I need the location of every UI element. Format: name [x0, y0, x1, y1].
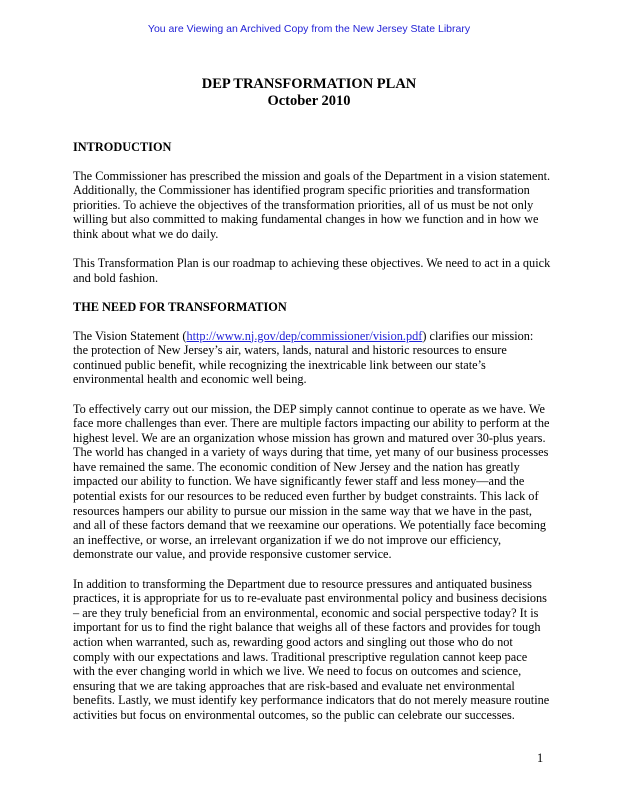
- archive-banner: You are Viewing an Archived Copy from the New Jersey State Library: [147, 23, 471, 35]
- need-paragraph-2: To effectively carry out our mission, the DEP simply cannot continue to operate as we have. We face more challenges than ever. There are multiple factors impacting our ability to perform at the highest level. We are an organization whose mission has grown and matured over 30-plus years. The world has changed in a variety of ways during that time, yet many of our business processes have remained the same. The economic condition of New Jersey and the nation has greatly impacted our ability to function. We have significantly fewer staff and less money—and the potential exists for our resources to be reduced even further by budget constraints. This lack of resources hampers our ability to pursue our mission in the same way that we have in the past, and all of these factors demand that we reexamine our operations. We potentially face becoming an ineffective, or worse, an irrelevant organization if we do not improve our efficiency, demonstrate our value, and provide responsive customer service.: [73, 401, 550, 562]
- need-paragraph-1-rest: ) clarifies our mission: the protection of New Jersey’s air, waters, lands, natural and historic resources to ensure continued public benefit, while recognizing the inextricable link between our state’s environmental health and economic well being.: [73, 328, 534, 387]
- document-body: [73, 140, 551, 737]
- vision-statement-link[interactable]: http://www.nj.gov/dep/commissioner/vision.pdf: [186, 328, 423, 343]
- document-date: October 2010: [267, 93, 351, 109]
- introduction-heading: INTRODUCTION: [73, 140, 172, 154]
- need-paragraph-1: [73, 329, 551, 387]
- page-number: 1: [537, 751, 544, 765]
- introduction-paragraph-2: This Transformation Plan is our roadmap to achieving these objectives. We need to act in a quick and bold fashion.: [73, 256, 551, 285]
- introduction-paragraph-1: The Commissioner has prescribed the mission and goals of the Department in a vision statement. Additionally, the Commissioner has identified program specific priorities and transformation priorities. To achieve the objectives of the transformation priorities, all of us must be not only willing but also committed to making fundamental changes in how we function and in how we think about what we do daily.: [73, 168, 551, 241]
- need-for-transformation-heading: THE NEED FOR TRANSFORMATION: [73, 299, 287, 314]
- title-block: [0, 76, 618, 110]
- need-paragraph-1-lead: The Vision Statement (: [73, 328, 187, 343]
- need-paragraph-3: In addition to transforming the Department due to resource pressures and antiquated business practices, it is appropriate for us to re-evaluate past environmental policy and business decisions – are they truly beneficial from an environmental, economic and social perspective today? It is important for us to find the right balance that weighs all of these factors and provides for tough action when warranted, such as, rewarding good actors and singling out those who do not comply with our expectations and laws. Traditional prescriptive regulation cannot keep pace with the ever changing world in which we live. We need to focus on outcomes and science, ensuring that we are taking approaches that are risk-based and evaluate net environmental benefits. Lastly, we must identify key performance indicators that do not merely measure routine activities but focus on environmental outcomes, so the public can celebrate our successes.: [73, 576, 550, 722]
- document-title: DEP TRANSFORMATION PLAN: [201, 76, 417, 92]
